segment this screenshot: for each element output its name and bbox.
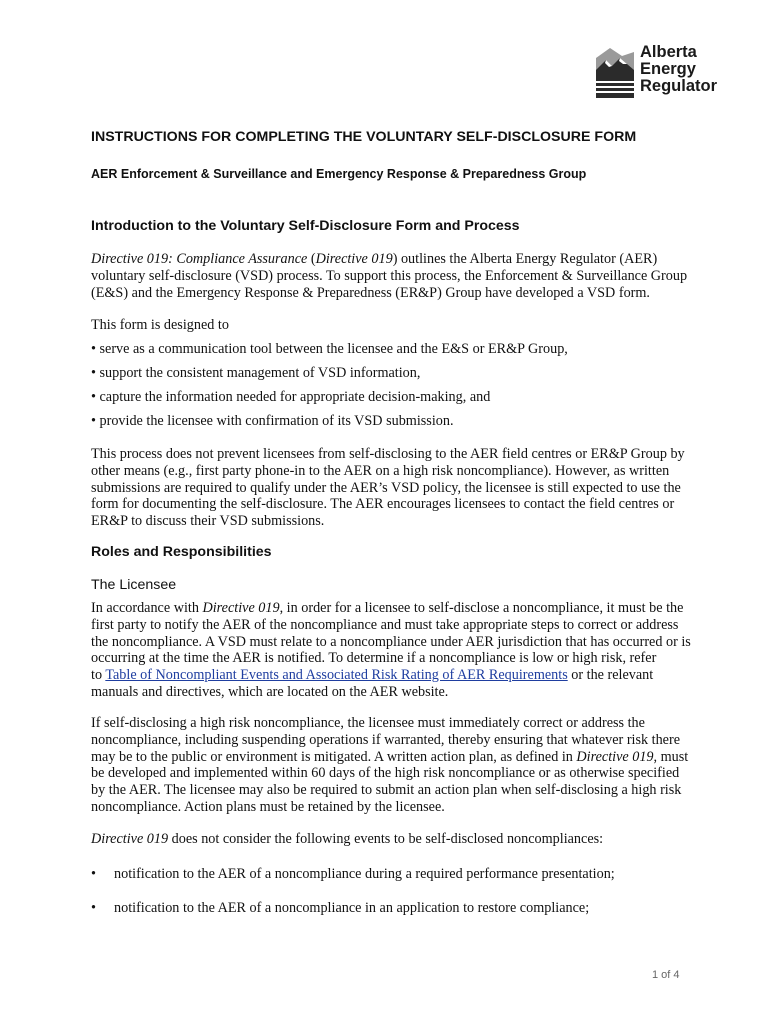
- intro-p1-line-1-rest: ) outlines the Alberta Energy Regulator (AER): [392, 251, 658, 267]
- roles-p1-line-4: occurring at the time the AER is notified. To determine if a noncompliance is low or high risk, refer: [91, 650, 657, 667]
- roles-p1-line-1: [91, 600, 691, 617]
- directive-title: Directive 019: Compliance Assurance: [91, 251, 308, 267]
- bullet-dot: •: [91, 866, 96, 882]
- roles-heading: Roles and Responsibilities: [91, 544, 272, 560]
- intro-p2-line: submissions are required to qualify under the AER’s VSD policy, the licensee is still expected to use the: [91, 479, 681, 496]
- roles-p2-line-1: If self-disclosing a high risk noncompliance, the licensee must immediately correct or address the: [91, 715, 645, 731]
- event-item: notification to the AER of a noncompliance during a required performance presentation;: [114, 866, 615, 882]
- document-title: INSTRUCTIONS FOR COMPLETING THE VOLUNTARY SELF-DISCLOSURE FORM: [91, 129, 637, 145]
- intro-paragraph-2: [91, 446, 691, 530]
- directive-short: Directive 019: [576, 748, 654, 765]
- roles-p1-line-5: [91, 667, 691, 684]
- bullet-dot: •: [91, 900, 96, 916]
- roles-p1-line-1-b: , in order for a licensee to self-disclose a noncompliance, it must be the: [279, 600, 684, 616]
- designed-to-text: This form is designed to: [91, 317, 229, 333]
- intro-p1-line-1: [91, 251, 691, 268]
- intro-heading: Introduction to the Voluntary Self-Disclosure Form and Process: [91, 218, 520, 234]
- roles-p2-line-2: noncompliance, including suspending operations if warranted, thereby ensuring that whatever risk there: [91, 731, 680, 748]
- roles-p2-line-5: by the AER. The licensee may also be required to submit an action plan when self-disclosing a high risk: [91, 782, 682, 799]
- roles-p3-rest: does not consider the following events to be self-disclosed noncompliances:: [168, 831, 604, 847]
- directive-short: Directive 019: [91, 831, 169, 847]
- roles-paragraph-1: [91, 600, 691, 701]
- intro-p2-line: other means (e.g., first party phone-in to the AER on a high risk noncompliance). However, as written: [91, 462, 670, 479]
- directive-short: Directive 019: [315, 251, 393, 267]
- intro-p2-line: form for documenting the self-disclosure. The AER encourages licensees to contact the field centres or: [91, 496, 675, 513]
- roles-p1-line-2: first party to notify the AER of the noncompliance and must take appropriate steps to correct or address: [91, 616, 679, 633]
- roles-p2-line-3-a: may be to the public or environment is mitigated. A written action plan, as defined in: [91, 748, 577, 765]
- intro-bullet: • serve as a communication tool between the licensee and the E&S or ER&P Group,: [91, 341, 568, 357]
- roles-p1-line-5-b: or the relevant: [567, 667, 654, 684]
- roles-p2-line-3-b: , must: [653, 748, 689, 765]
- roles-p1-line-1-a: In accordance with: [91, 600, 203, 616]
- roles-p2-line-6: noncompliance. Action plans must be retained by the licensee.: [91, 798, 445, 815]
- event-item: notification to the AER of a noncompliance in an application to restore compliance;: [114, 900, 590, 916]
- logo-line-1: Alberta: [640, 43, 697, 61]
- logo-line-2: Energy: [640, 60, 696, 78]
- logo-line-3: Regulator: [640, 77, 718, 95]
- licensee-subheading: The Licensee: [91, 577, 177, 593]
- roles-paragraph-2: [91, 715, 691, 816]
- roles-p1-line-6: manuals and directives, which are located on the AER website.: [91, 683, 449, 700]
- intro-p2-line: This process does not prevent licensees from self-disclosing to the AER field centres or ER&P Group by: [91, 446, 685, 462]
- roles-p1-line-3: the noncompliance. A VSD must relate to a noncompliance under AER jurisdiction that has occurred or is: [91, 633, 691, 650]
- mountain-logo-icon: [596, 48, 634, 98]
- intro-p1-line-2: voluntary self-disclosure (VSD) process. To support this process, the Enforcement & Surveillance Group: [91, 267, 688, 284]
- roles-paragraph-3: [91, 831, 691, 848]
- intro-paragraph-1: [91, 251, 691, 301]
- roles-p1-line-5-a: to: [91, 667, 106, 684]
- risk-rating-table-link[interactable]: Table of Noncompliant Events and Associated Risk Rating of AER Requirements: [105, 667, 568, 684]
- intro-bullet: • support the consistent management of VSD information,: [91, 365, 421, 381]
- page-number: 1 of 4: [652, 969, 680, 981]
- roles-p3-line: [91, 831, 691, 848]
- intro-p2-line: ER&P to discuss their VSD submissions.: [91, 513, 325, 530]
- intro-bullet: • capture the information needed for appropriate decision-making, and: [91, 389, 491, 405]
- document-subtitle: AER Enforcement & Surveillance and Emergency Response & Preparedness Group: [91, 167, 587, 181]
- intro-bullet: • provide the licensee with confirmation of its VSD submission.: [91, 413, 454, 429]
- roles-p2-line-3: [91, 749, 691, 766]
- logo-wordmark: [640, 44, 717, 95]
- directive-short: Directive 019: [202, 600, 280, 616]
- aer-logo: [596, 44, 726, 102]
- roles-p2-line-4: be developed and implemented within 60 days of the high risk noncompliance or as otherwise specified: [91, 765, 680, 782]
- paren-open: (: [307, 251, 316, 267]
- intro-p1-line-3: (E&S) and the Emergency Response & Preparedness (ER&P) Group have developed a VSD form.: [91, 284, 650, 301]
